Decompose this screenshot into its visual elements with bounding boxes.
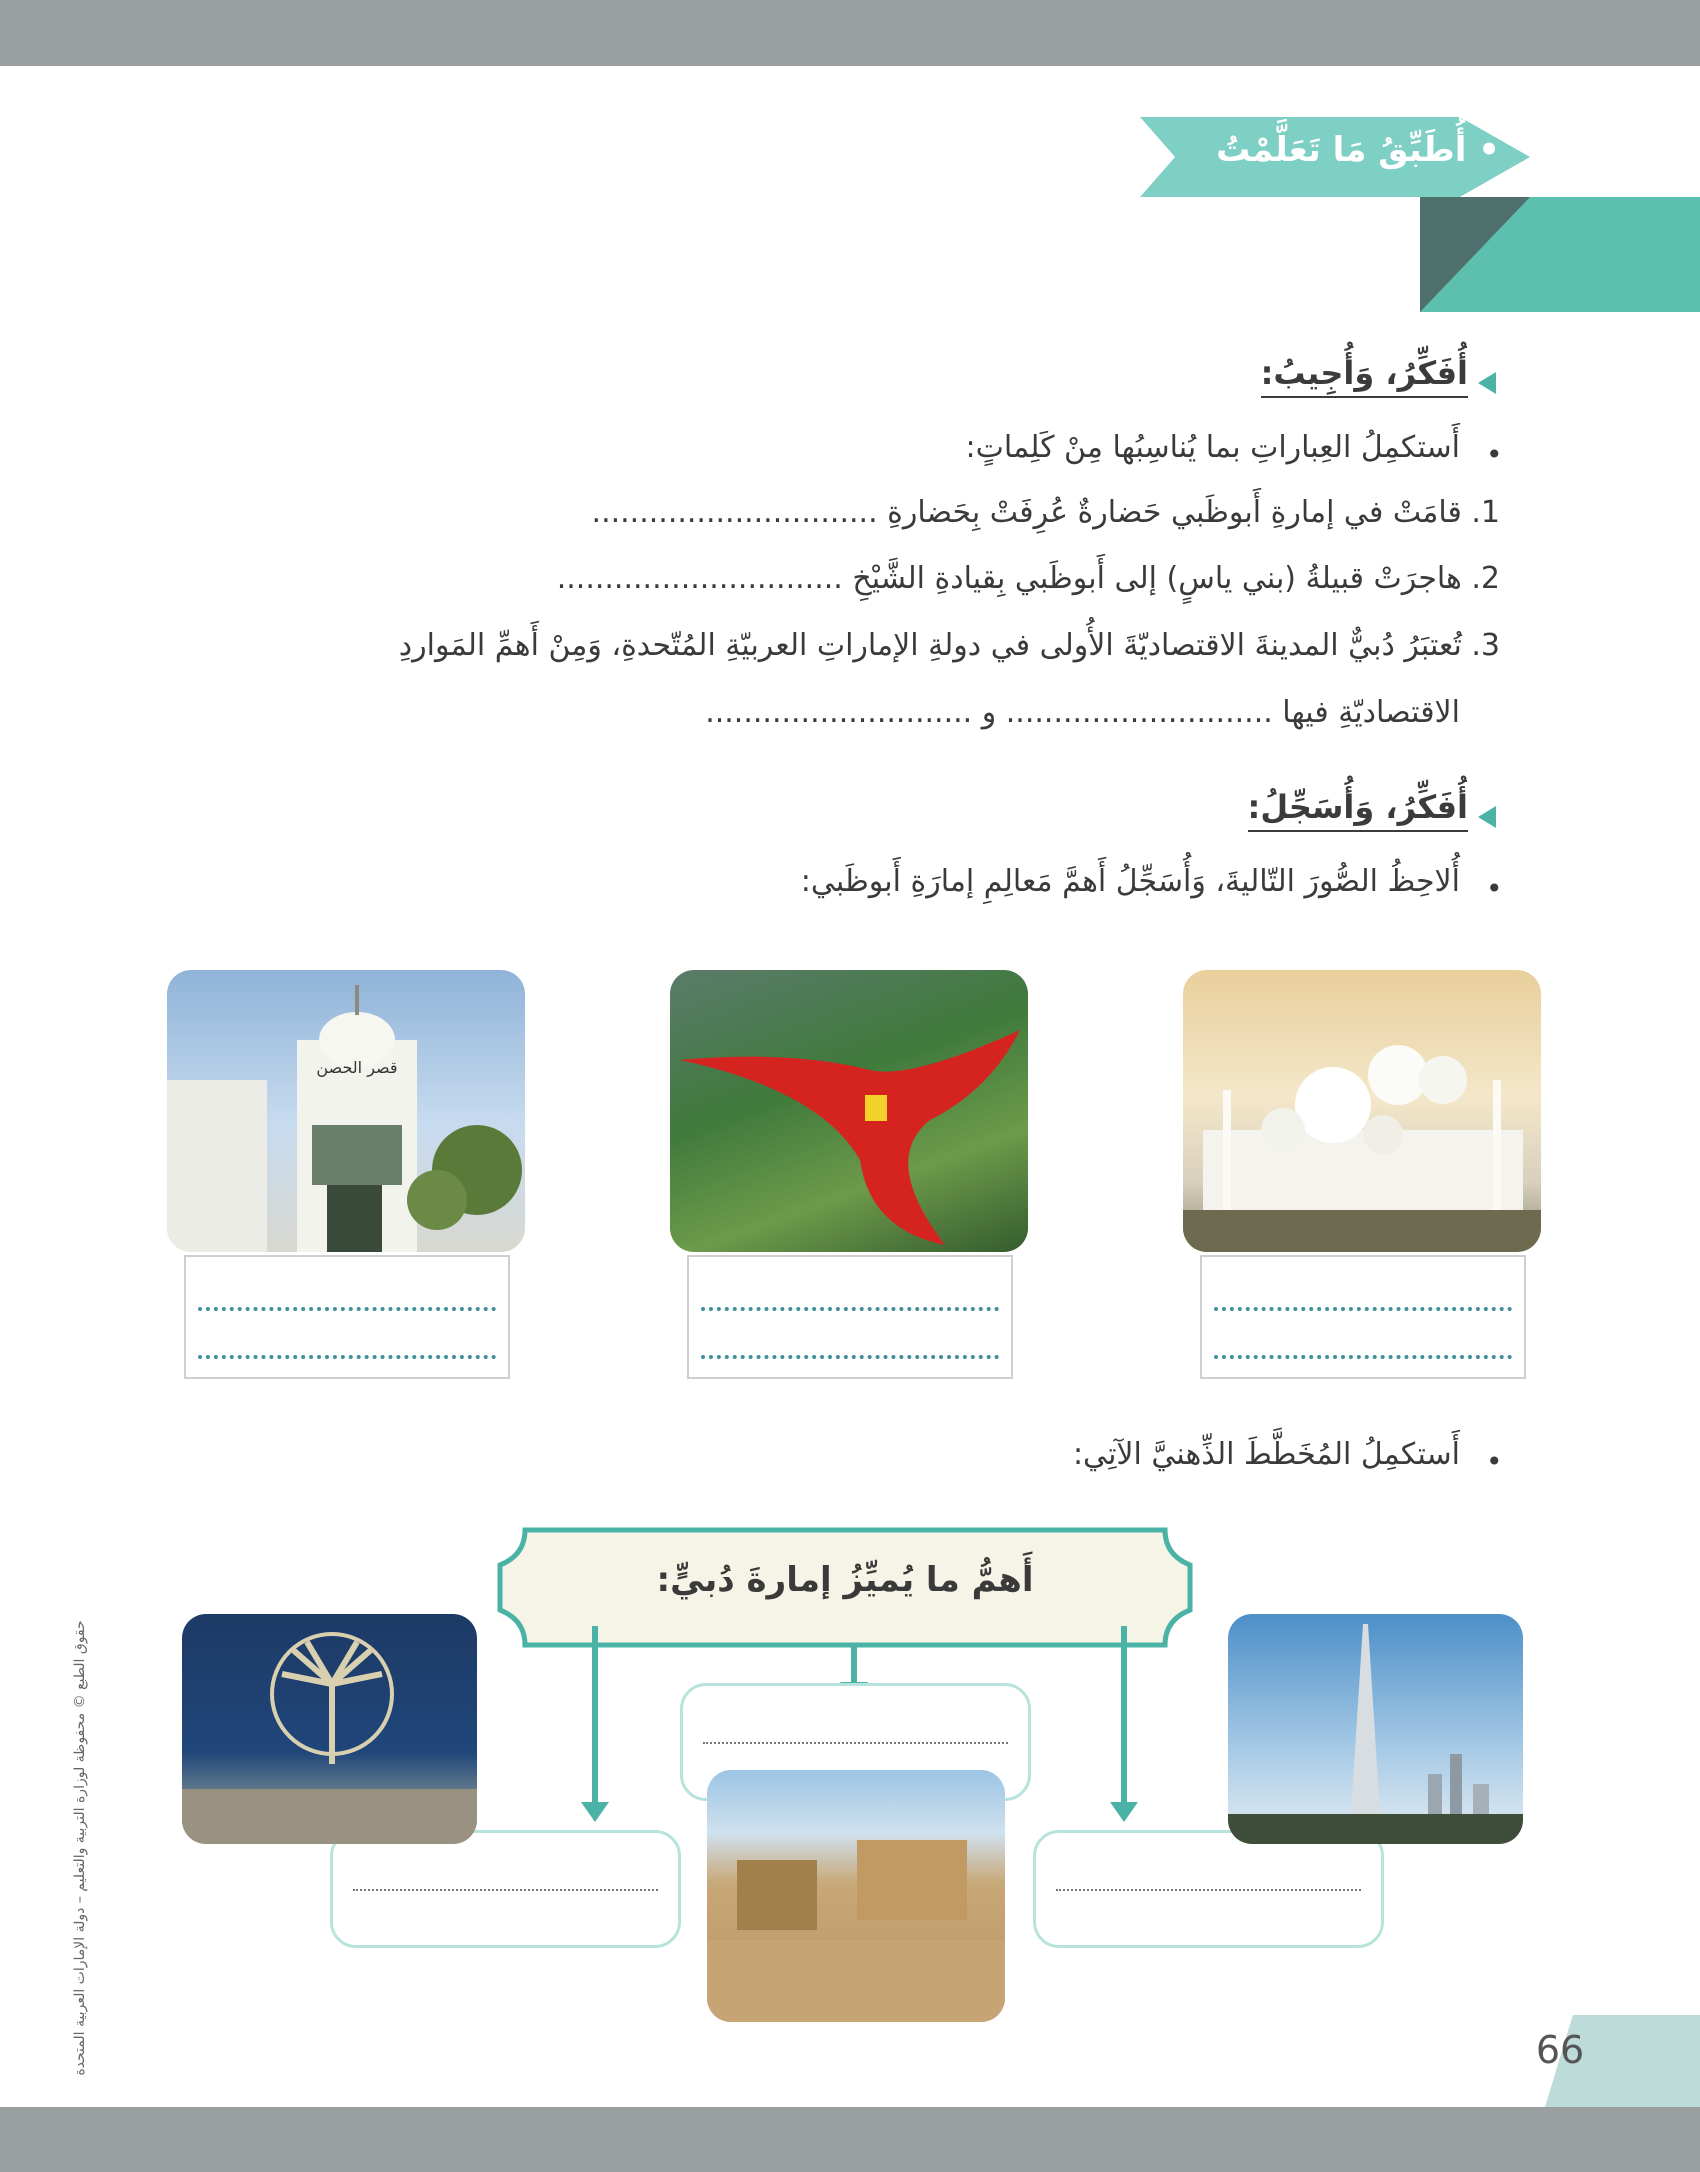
- question-3-line-1: 3. تُعتبَرُ دُبيٌّ المدينةَ الاقتصاديّةَ الأُولى في دولةِ الإماراتِ العربيّةِ المُتّحدةِ، وَمِنْ أَهمِّ المَواردِ: [398, 628, 1500, 663]
- grand-mosque-illustration: [1183, 970, 1541, 1252]
- question-2: 2. هاجرَتْ قبيلةُ (بني ياسٍ) إلى أَبوظَبي بِقيادةِ الشَّيْخِ ..............................: [556, 561, 1500, 596]
- fort-palace-illustration: [167, 970, 525, 1252]
- tower-skyline-illustration: [1228, 1614, 1523, 1844]
- observe-instruction: أُلاحِظُ الصُّورَ التّاليةَ، وَأُسَجِّلُ أَهمَّ مَعالِمِ إمارَةِ أَبوظَبي:: [800, 864, 1460, 899]
- complete-instruction: أَستكمِلُ العِباراتِ بما يُناسِبُها مِنْ كَلِماتٍ:: [965, 430, 1460, 465]
- red-roof-building-illustration: [670, 970, 1028, 1252]
- arrow-center: [851, 1646, 857, 1686]
- mindmap-answer-right[interactable]: [1033, 1830, 1384, 1948]
- heading-marker-icon: [1478, 806, 1496, 828]
- arrow-right: [1121, 1626, 1127, 1806]
- mindmap-answer-left[interactable]: [330, 1830, 681, 1948]
- page-number: 66: [1535, 2028, 1585, 2072]
- arrow-left: [592, 1626, 598, 1806]
- heading-marker-icon: [1478, 372, 1496, 394]
- arrow-head-right: [1110, 1802, 1138, 1822]
- top-bar: [0, 0, 1700, 66]
- question-1: 1. قامَتْ في إمارةِ أَبوظَبي حَضارةٌ عُرِفَتْ بِحَضارةِ ..............................: [591, 495, 1500, 530]
- arrow-head-left: [581, 1802, 609, 1822]
- mindmap-title: أَهمُّ ما يُميِّزُ إمارةَ دُبيٍّ:: [656, 1560, 1034, 1600]
- mosque-photo: [1183, 970, 1541, 1252]
- palm-island-photo: [182, 1614, 477, 1844]
- archaeological-site-photo: [707, 1770, 1005, 2022]
- theme-park-photo: [670, 970, 1028, 1252]
- think-answer-heading: أُفَكِّرُ، وَأُجِيبُ:: [1261, 354, 1468, 398]
- bottom-bar: [0, 2107, 1700, 2172]
- bullet-icon: •: [1486, 872, 1503, 905]
- mindmap-instruction: أَستكمِلُ المُخَطَّطَ الذِّهنيَّ الآتِي:: [1072, 1437, 1460, 1472]
- bullet-icon: •: [1486, 438, 1503, 471]
- palace-sign: قصر الحصن: [316, 1058, 398, 1077]
- bullet-icon: •: [1486, 1445, 1503, 1478]
- palm-island-illustration: [182, 1614, 477, 1844]
- excavation-ruins-illustration: [707, 1770, 1005, 2022]
- burj-khalifa-photo: [1228, 1614, 1523, 1844]
- palace-photo: [167, 970, 525, 1252]
- answer-box-mosque[interactable]: [1200, 1255, 1526, 1379]
- question-3-line-2: الاقتصاديّةِ فيها ............................ و ............................: [705, 695, 1460, 730]
- think-record-heading: أُفَكِّرُ، وَأُسَجِّلُ:: [1248, 788, 1468, 832]
- answer-box-palace[interactable]: [184, 1255, 510, 1379]
- copyright-note: حقوق الطبع © محفوظة لوزارة التربية والتعليم – دولة الإمارات العربية المتحدة: [72, 1620, 88, 2076]
- answer-box-theme-park[interactable]: [687, 1255, 1013, 1379]
- section-title: • أُطَبِّقُ مَا تَعَلَّمْتُ: [1216, 130, 1500, 170]
